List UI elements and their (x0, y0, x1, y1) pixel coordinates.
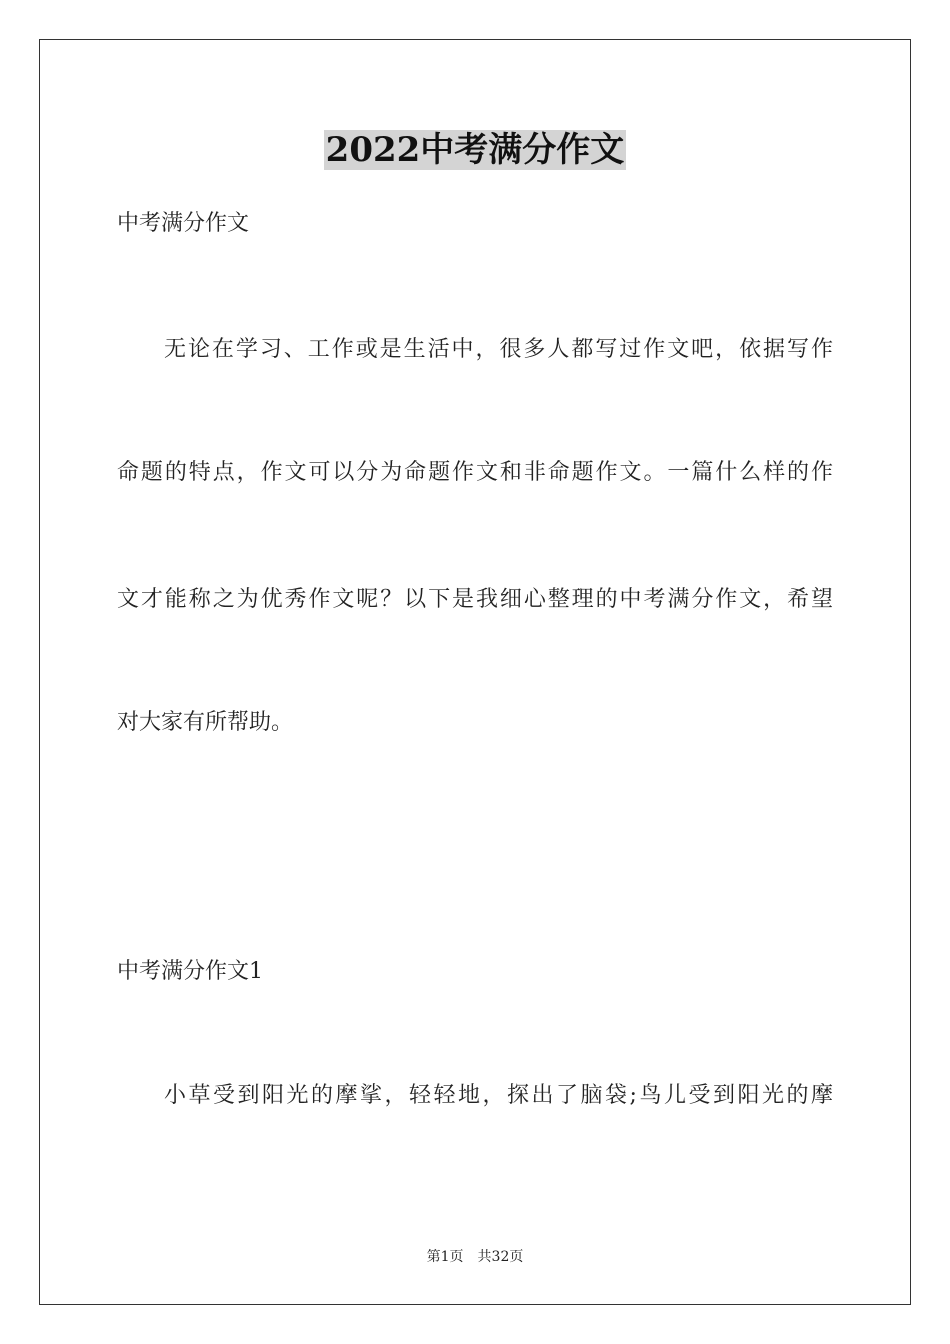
document-subtitle: 中考满分作文 (117, 211, 250, 236)
section-paragraph-line-1: 小草受到阳光的摩挲，轻轻地，探出了脑袋;鸟儿受到阳光的摩 (164, 1083, 833, 1108)
document-title-text: 2022中考满分作文 (325, 130, 625, 170)
paragraph-line-2: 命题的特点，作文可以分为命题作文和非命题作文。一篇什么样的作 (117, 460, 833, 485)
paragraph-line-3: 文才能称之为优秀作文呢？以下是我细心整理的中考满分作文，希望 (117, 587, 833, 612)
paragraph-line-4: 对大家有所帮助。 (117, 710, 294, 735)
page-total: 共32页 (477, 1249, 524, 1265)
document-title (0, 128, 950, 172)
page-footer (0, 1247, 950, 1267)
page-number: 第1页 (426, 1249, 464, 1265)
paragraph-line-1: 无论在学习、工作或是生活中，很多人都写过作文吧，依据写作 (164, 337, 833, 362)
section-heading: 中考满分作文1 (117, 959, 263, 984)
